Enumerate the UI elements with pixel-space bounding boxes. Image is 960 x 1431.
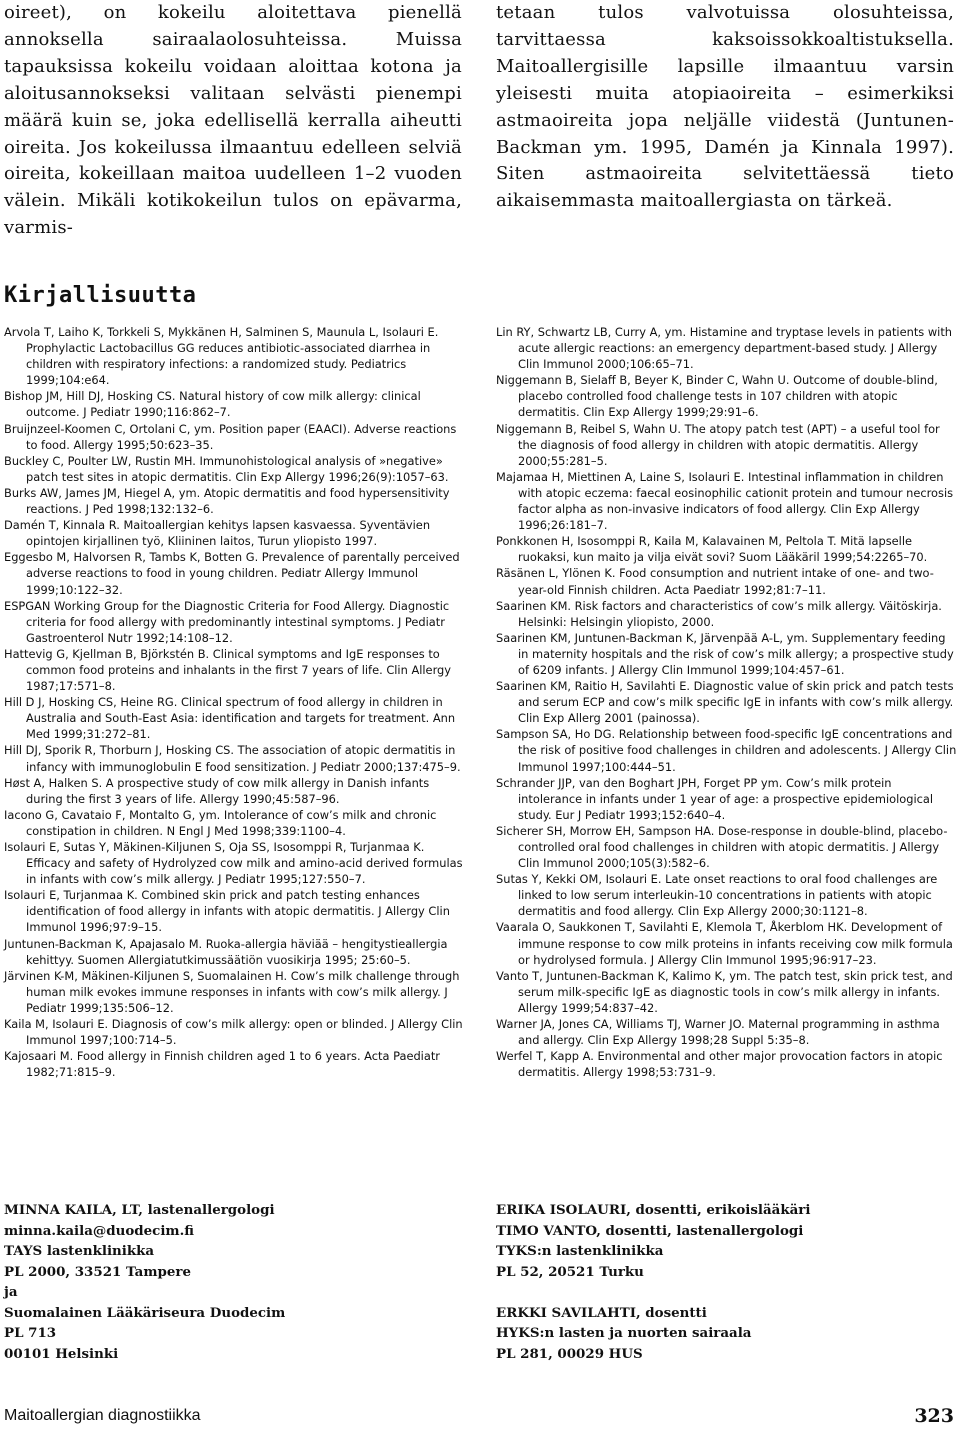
reference-item: Vanto T, Juntunen-Backman K, Kalimo K, ym. The patch test, skin prick test, and serum milk-specific IgE as diagnostic tools in cow’s milk allergy in infants. Allergy 1999;54:837–42. bbox=[496, 968, 953, 1015]
author-affiliation: TAYS lastenklinikka bbox=[4, 1243, 155, 1259]
reference-item: Hill D J, Hosking CS, Heine RG. Clinical spectrum of food allergy in children in Australia and South-East Asia: identification and targets for treatment. Ann Med 1999;31:272–81. bbox=[4, 695, 456, 742]
reference-item: Warner JA, Jones CA, Williams TJ, Warner JO. Maternal programming in asthma and allergy. Clin Exp Allergy 1998;28 Suppl 5:35–8. bbox=[496, 1017, 940, 1048]
author-address: PL 281, 00029 HUS bbox=[496, 1345, 643, 1362]
reference-item: Majamaa H, Miettinen A, Laine S, Isolauri E. Intestinal inflammation in children with atopic eczema: faecal eosinophilic cationit protein and tumour necrosis factor alpha as non-invasive indicators of food allergy. Clin Exp Allergy 1996;26:181–7. bbox=[496, 469, 954, 533]
author-conjunction: ja bbox=[4, 1284, 18, 1300]
reference-item: Juntunen-Backman K, Apajasalo M. Ruoka-allergia häviää – hengitystieallergia kehittyy. Suomen Allergiatutkimussäätiön vuosikirja 1995; 25:60–5. bbox=[4, 936, 448, 967]
reference-list-right bbox=[496, 324, 958, 1080]
reference-item: Bishop JM, Hill DJ, Hosking CS. Natural history of cow milk allergy: clinical outcome. J Pediatr 1990;116:862–7. bbox=[4, 389, 421, 420]
reference-item: Saarinen KM. Risk factors and characteristics of cow’s milk allergy. Väitöskirja. Helsinki: Helsingin yliopisto, 2000. bbox=[496, 598, 942, 629]
reference-item: Eggesbo M, Halvorsen R, Tambs K, Botten G. Prevalence of parentally perceived adverse reactions to food in young children. Pediatr Allergy Immunol 1999;10:122–32. bbox=[4, 550, 460, 597]
reference-item: Kaila M, Isolauri E. Diagnosis of cow’s milk allergy: open or blinded. J Allergy Clin Immunol 1997;100:714–5. bbox=[4, 1017, 463, 1048]
author-name: ERKKI SAVILAHTI, dosentti bbox=[496, 1304, 707, 1321]
reference-item: Bruijnzeel-Koomen C, Ortolani C, ym. Position paper (EAACI). Adverse reactions to food. Allergy 1995;50:623–35. bbox=[4, 421, 457, 452]
author-spacer bbox=[496, 1282, 810, 1303]
reference-item: Arvola T, Laiho K, Torkkeli S, Mykkänen H, Salminen S, Maunula L, Isolauri E. Prophylactic Lactobacillus GG reduces antibiotic-associated diarrhea in children with respiratory infections: a randomized study. Pediatrics 1999;104:e64. bbox=[4, 325, 439, 388]
author-block-left bbox=[4, 1200, 285, 1364]
reference-item: Sutas Y, Kekki OM, Isolauri E. Late onset reactions to oral food challenges are linked to low serum interleukin-10 concentrations in patients with atopic dermatitis and food allergy. Clin Exp Allergy 2000;30:1121–8. bbox=[496, 872, 938, 919]
body-paragraph: oireet), on kokeilu aloitettava pienellä annoksella sairaalaolosuhteissa. Muissa tapauksissa kokeilu voidaan aloittaa kotona ja aloitusannokseksi valitaan selvästi pienempi määrä kuin se, joka edellisellä kerralla aiheutti oireita. Jos kokeilussa ilmaantuu edelleen selviä oireita, kokeillaan maitoa uudelleen 1–2 vuoden välein. Mikäli kotikokeilun tulos on epävarma, varmis- bbox=[4, 2, 462, 239]
author-address: PL 713 bbox=[4, 1325, 57, 1341]
reference-item: Räsänen L, Ylönen K. Food consumption and nutrient intake of one- and two-year-old Finnish children. Acta Paediatr 1992;81:7–11. bbox=[496, 566, 934, 597]
body-text-left-column bbox=[4, 0, 462, 242]
reference-item: Niggemann B, Sielaff B, Beyer K, Binder C, Wahn U. Outcome of double-blind, placebo controlled food challenge tests in 107 children with atopic dermatitis. Clin Exp Allergy 1999;29:91–6. bbox=[496, 373, 938, 420]
author-name: TIMO VANTO, dosentti, lastenallergologi bbox=[496, 1222, 804, 1239]
reference-item: Schrander JJP, van den Boghart JPH, Forget PP ym. Cow’s milk protein intolerance in infants under 1 year of age: a prospective epidemiological study. Eur J Pediatr 1993;152:640–4. bbox=[496, 775, 934, 822]
body-paragraph: tetaan tulos valvotuissa olosuhteissa, tarvittaessa kaksoissokkoaltistuksella. Maitoallergisille lapsille ilmaantuu varsin yleisesti muita atopiaoireita – esimerkiksi astmaoireita jopa neljälle viidestä (Juntunen-Backman ym. 1995, Damén ja Kinnala 1997). Siten astmaoireita selvitettäessä tieto aikaisemmasta maitoallergiasta on tärkeä. bbox=[496, 2, 954, 212]
reference-item: Sampson SA, Ho DG. Relationship between food-specific IgE concentrations and the risk of positive food challenges in children and adolescents. J Allergy Clin Immunol 1997;100:444–51. bbox=[496, 727, 957, 774]
reference-item: Niggemann B, Reibel S, Wahn U. The atopy patch test (APT) – a useful tool for the diagnosis of food allergy in children with atopic dermatitis. Allergy 2000;55:281–5. bbox=[496, 421, 940, 468]
references-heading: Kirjallisuutta bbox=[4, 283, 197, 308]
reference-item: Høst A, Halken S. A prospective study of cow milk allergy in Danish infants during the first 3 years of life. Allergy 1990;45:587–96. bbox=[4, 775, 430, 806]
reference-list-left bbox=[4, 324, 466, 1080]
reference-item: Werfel T, Kapp A. Environmental and other major provocation factors in atopic dermatitis. Allergy 1998;53:731–9. bbox=[496, 1049, 943, 1080]
reference-item: Isolauri E, Turjanmaa K. Combined skin prick and patch testing enhances identification of food allergy in infants with atopic dermatitis. J Allergy Clin Immunol 1996;97:9–15. bbox=[4, 888, 450, 935]
author-block-right bbox=[496, 1200, 810, 1364]
reference-item: Järvinen K-M, Mäkinen-Kiljunen S, Suomalainen H. Cow’s milk challenge through human milk evokes immune responses in infants with cow’s milk allergy. J Pediatr 1999;135:506–12. bbox=[4, 968, 460, 1015]
author-address: PL 52, 20521 Turku bbox=[496, 1263, 644, 1280]
author-address: PL 2000, 33521 Tampere bbox=[4, 1263, 191, 1280]
reference-item: Lin RY, Schwartz LB, Curry A, ym. Histamine and tryptase levels in patients with acute allergic reactions: an emergency department-based study. J Allergy Clin Immunol 2000;106:65–71. bbox=[496, 325, 953, 372]
reference-item: Sicherer SH, Morrow EH, Sampson HA. Dose-response in double-blind, placebo-controlled oral food challenges in children with atopic dermatitis. J Allergy Clin Immunol 2000;105(3):582–6. bbox=[496, 823, 948, 871]
author-affiliation: HYKS:n lasten ja nuorten sairaala bbox=[496, 1325, 752, 1341]
reference-item: Saarinen KM, Raitio H, Savilahti E. Diagnostic value of skin prick and patch tests and serum ECP and cow’s milk specific IgE in infants with cow’s milk allergy. Clin Exp Allerg 2001 (painossa). bbox=[496, 679, 954, 726]
author-name: ERIKA ISOLAURI, dosentti, erikoislääkäri bbox=[496, 1202, 811, 1218]
reference-item: Hattevig G, Kjellman B, Björkstén B. Clinical symptoms and IgE responses to common food proteins and inhalants in the first 7 years of life. Clin Allergy 1987;17:571–8. bbox=[4, 646, 452, 694]
author-affiliation: Suomalainen Lääkäriseura Duodecim bbox=[4, 1304, 286, 1321]
running-footer-title: Maitoallergian diagnostiikka bbox=[4, 1407, 201, 1424]
reference-item: Damén T, Kinnala R. Maitoallergian kehitys lapsen kasvaessa. Syventävien opintojen kirjallinen työ, Kliininen laitos, Turun yliopisto 1997. bbox=[4, 518, 431, 549]
reference-item: Burks AW, James JM, Hiegel A, ym. Atopic dermatitis and food hypersensitivity reactions. J Ped 1998;132:132–6. bbox=[4, 485, 450, 517]
reference-item: Isolauri E, Sutas Y, Mäkinen-Kiljunen S, Oja SS, Isosomppi R, Turjanmaa K. Efficacy and safety of Hydrolyzed cow milk and amino-acid derived formulas in infants with cow’s milk allergy. J Pediatr 1995;127:550–7. bbox=[4, 840, 463, 887]
author-name: MINNA KAILA, LT, lastenallergologi bbox=[4, 1202, 275, 1218]
author-email: minna.kaila@duodecim.fi bbox=[4, 1222, 194, 1239]
author-address: 00101 Helsinki bbox=[4, 1345, 119, 1362]
author-affiliation: TYKS:n lastenklinikka bbox=[496, 1243, 664, 1259]
page-number: 323 bbox=[914, 1405, 954, 1427]
reference-item: Hill DJ, Sporik R, Thorburn J, Hosking CS. The association of atopic dermatitis in infancy with immunoglobulin E food sensitization. J Pediatr 2000;137:475–9. bbox=[4, 743, 461, 774]
reference-item: Kajosaari M. Food allergy in Finnish children aged 1 to 6 years. Acta Paediatr 1982;71:815–9. bbox=[4, 1049, 440, 1080]
reference-item: Vaarala O, Saukkonen T, Savilahti E, Klemola T, Åkerblom HK. Development of immune response to cow milk proteins in infants receiving cow milk formula or hydrolysed formula. J Allergy Clin Immunol 1995;96:917–23. bbox=[496, 920, 953, 967]
reference-item: ESPGAN Working Group for the Diagnostic Criteria for Food Allergy. Diagnostic criteria for food allergy with predominantly intestinal symptoms. J Pediatr Gastroenterol Nutr 1992;14:108–12. bbox=[4, 598, 450, 645]
reference-item: Ponkkonen H, Isosomppi R, Kaila M, Kalavainen M, Peltola T. Mitä lapselle ruokaksi, kun maito ja vilja eivät sovi? Suom Lääkäril 1999;54:2265–70. bbox=[496, 534, 928, 565]
body-text-right-column bbox=[496, 0, 954, 215]
reference-item: Saarinen KM, Juntunen-Backman K, Järvenpää A-L, ym. Supplementary feeding in maternity hospitals and the risk of cow’s milk allergy; a prospective study of 6209 infants. J Allergy Clin Immunol 1999;104:457–61. bbox=[496, 630, 954, 677]
reference-item: Iacono G, Cavataio F, Montalto G, ym. Intolerance of cow’s milk and chronic constipation in children. N Engl J Med 1998;339:1100–4. bbox=[4, 807, 437, 838]
reference-item: Buckley C, Poulter LW, Rustin MH. Immunohistological analysis of »negative» patch test sites in atopic dermatitis. Clin Exp Allergy 1996;26(9):1057–63. bbox=[4, 453, 449, 484]
